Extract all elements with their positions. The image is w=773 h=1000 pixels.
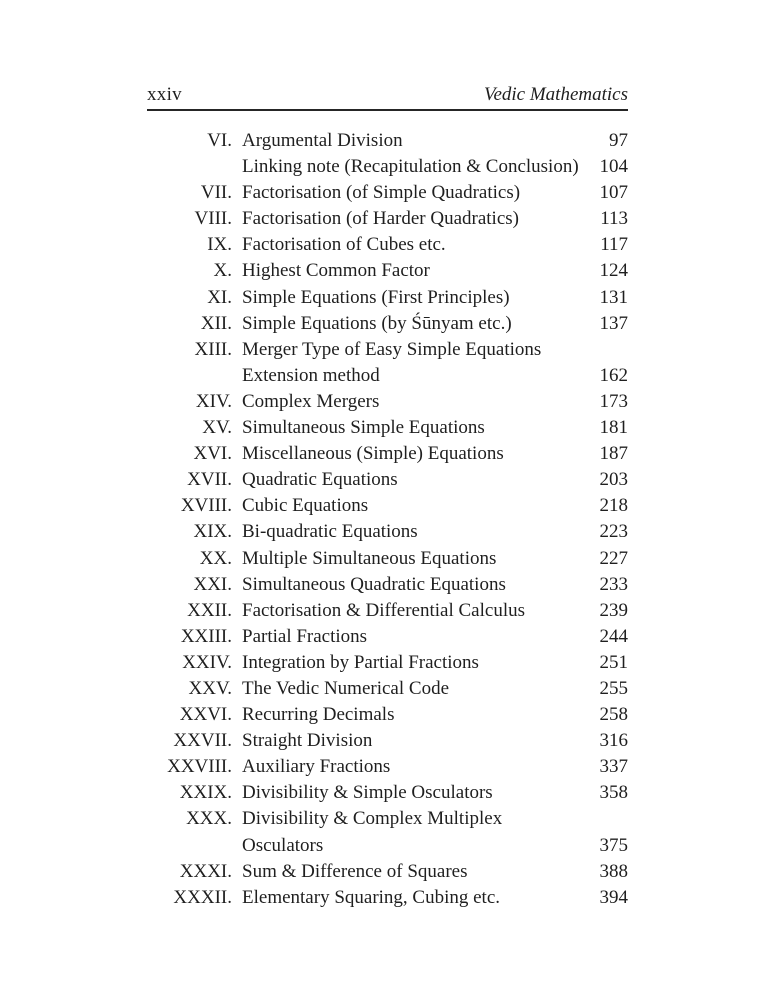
chapter-page-number: 394 (599, 886, 628, 908)
toc-entry (147, 519, 628, 545)
chapter-title: Divisibility & Complex Multiplex (242, 808, 503, 830)
chapter-numeral: XXXII. (173, 886, 232, 908)
toc-entry (147, 780, 628, 806)
chapter-title: Linking note (Recapitulation & Conclusion) (242, 156, 579, 178)
chapter-title: Sum & Difference of Squares (242, 860, 468, 882)
toc-entry (147, 180, 628, 206)
chapter-title: Simple Equations (First Principles) (242, 286, 510, 308)
chapter-page-number: 173 (599, 390, 628, 412)
chapter-title: Extension method (242, 364, 380, 386)
chapter-numeral: XVIII. (180, 495, 232, 517)
chapter-page-number: 233 (599, 573, 628, 595)
toc-entry (147, 676, 628, 702)
chapter-numeral: XXXI. (179, 860, 232, 882)
chapter-numeral: XIII. (194, 338, 232, 360)
chapter-page-number: 203 (599, 469, 628, 491)
chapter-page-number: 162 (599, 364, 628, 386)
chapter-page-number: 227 (599, 547, 628, 569)
chapter-title: Bi-quadratic Equations (242, 521, 418, 543)
chapter-page-number: 181 (599, 417, 628, 439)
toc-entry (147, 285, 628, 311)
chapter-page-number: 97 (609, 130, 628, 151)
chapter-page-number: 375 (599, 834, 628, 856)
toc-entry (147, 624, 628, 650)
toc-entry (147, 441, 628, 467)
chapter-title: Partial Fractions (242, 625, 368, 647)
toc-entry (147, 232, 628, 258)
chapter-title: Quadratic Equations (242, 469, 398, 491)
chapter-numeral: XVI. (193, 443, 232, 465)
toc-entry (147, 128, 628, 154)
chapter-page-number: 104 (599, 156, 628, 178)
chapter-page-number: 239 (599, 599, 628, 621)
toc-entry (147, 702, 628, 728)
chapter-title: Cubic Equations (242, 495, 369, 517)
chapter-title: Factorisation (of Harder Quadratics) (242, 208, 519, 230)
chapter-numeral: XIV. (195, 390, 232, 412)
chapter-title: Simultaneous Quadratic Equations (242, 573, 506, 595)
toc-entry (147, 258, 628, 284)
chapter-numeral: XX. (199, 547, 232, 569)
toc-entry (147, 415, 628, 441)
chapter-page-number: 316 (599, 730, 628, 752)
chapter-numeral: XXII. (187, 599, 232, 621)
toc-entry (147, 754, 628, 780)
chapter-title: Recurring Decimals (242, 704, 395, 726)
toc-entry (147, 389, 628, 415)
chapter-page-number: 107 (599, 182, 628, 204)
chapter-page-number: 187 (599, 443, 628, 465)
chapter-page-number: 124 (599, 260, 628, 282)
toc-entry (147, 467, 628, 493)
chapter-title: Multiple Simultaneous Equations (242, 547, 497, 569)
chapter-title: Simultaneous Simple Equations (242, 417, 485, 439)
chapter-numeral: XXVIII. (167, 756, 232, 778)
toc-entry (147, 206, 628, 232)
chapter-page-number: 337 (599, 756, 628, 778)
chapter-numeral: X. (213, 260, 232, 282)
chapter-title: Osculators (242, 834, 324, 856)
chapter-title: Divisibility & Simple Osculators (242, 782, 493, 804)
chapter-page-number: 131 (599, 286, 628, 308)
toc-entry (147, 806, 628, 832)
chapter-title: Straight Division (242, 730, 373, 752)
chapter-numeral: XXIV. (182, 651, 232, 673)
toc-entry (147, 154, 628, 180)
chapter-title: Simple Equations (by Śūnyam etc.) (242, 312, 512, 334)
toc-entry (147, 598, 628, 624)
toc-entry (147, 859, 628, 885)
chapter-page-number: 218 (599, 495, 628, 517)
chapter-numeral: IX. (207, 234, 232, 256)
chapter-page-number: 358 (599, 782, 628, 804)
toc-entry (147, 833, 628, 859)
chapter-page-number: 251 (599, 651, 628, 673)
chapter-numeral: XV. (202, 417, 232, 439)
chapter-numeral: XXV. (188, 677, 232, 699)
chapter-page-number: 113 (600, 208, 628, 230)
toc-entry (147, 728, 628, 754)
chapter-numeral: VIII. (194, 208, 232, 230)
chapter-page-number: 388 (599, 860, 628, 882)
chapter-title: Argumental Division (242, 130, 403, 151)
chapter-numeral: XXX. (186, 808, 232, 830)
toc-entry (147, 546, 628, 572)
chapter-title: Factorisation & Differential Calculus (242, 599, 525, 621)
chapter-numeral: XVII. (187, 469, 232, 491)
chapter-numeral: VI. (207, 130, 232, 151)
chapter-numeral: XIX. (193, 521, 232, 543)
chapter-title: Highest Common Factor (242, 260, 430, 282)
toc-entry (147, 363, 628, 389)
chapter-title: Factorisation (of Simple Quadratics) (242, 182, 521, 204)
chapter-numeral: XII. (200, 312, 232, 334)
folio-page-number: xxiv (147, 84, 182, 105)
toc-entry (147, 337, 628, 363)
chapter-page-number: 117 (600, 234, 628, 256)
chapter-title: The Vedic Numerical Code (242, 677, 449, 699)
chapter-title: Factorisation of Cubes etc. (242, 234, 446, 256)
chapter-page-number: 258 (599, 704, 628, 726)
chapter-numeral: XXIII. (180, 625, 232, 647)
chapter-title: Integration by Partial Fractions (242, 651, 479, 673)
chapter-numeral: XXI. (193, 573, 232, 595)
chapter-numeral: XXIX. (179, 782, 232, 804)
chapter-numeral: XI. (207, 286, 232, 308)
chapter-numeral: VII. (200, 182, 232, 204)
chapter-title: Merger Type of Easy Simple Equations (242, 338, 542, 360)
chapter-title: Complex Mergers (242, 390, 380, 412)
chapter-page-number: 244 (599, 625, 628, 647)
table-of-contents (147, 128, 628, 911)
chapter-numeral: XXVI. (179, 704, 232, 726)
toc-entry (147, 493, 628, 519)
toc-entry (147, 572, 628, 598)
chapter-title: Miscellaneous (Simple) Equations (242, 443, 504, 465)
running-title: Vedic Mathematics (483, 84, 628, 105)
chapter-page-number: 255 (599, 677, 628, 699)
chapter-numeral: XXVII. (173, 730, 232, 752)
chapter-title: Elementary Squaring, Cubing etc. (242, 886, 501, 908)
chapter-title: Auxiliary Fractions (242, 756, 391, 778)
page-header (147, 85, 628, 111)
chapter-page-number: 137 (599, 312, 628, 334)
toc-entry (147, 650, 628, 676)
toc-entry (147, 885, 628, 911)
toc-entry (147, 311, 628, 337)
chapter-page-number: 223 (599, 521, 628, 543)
